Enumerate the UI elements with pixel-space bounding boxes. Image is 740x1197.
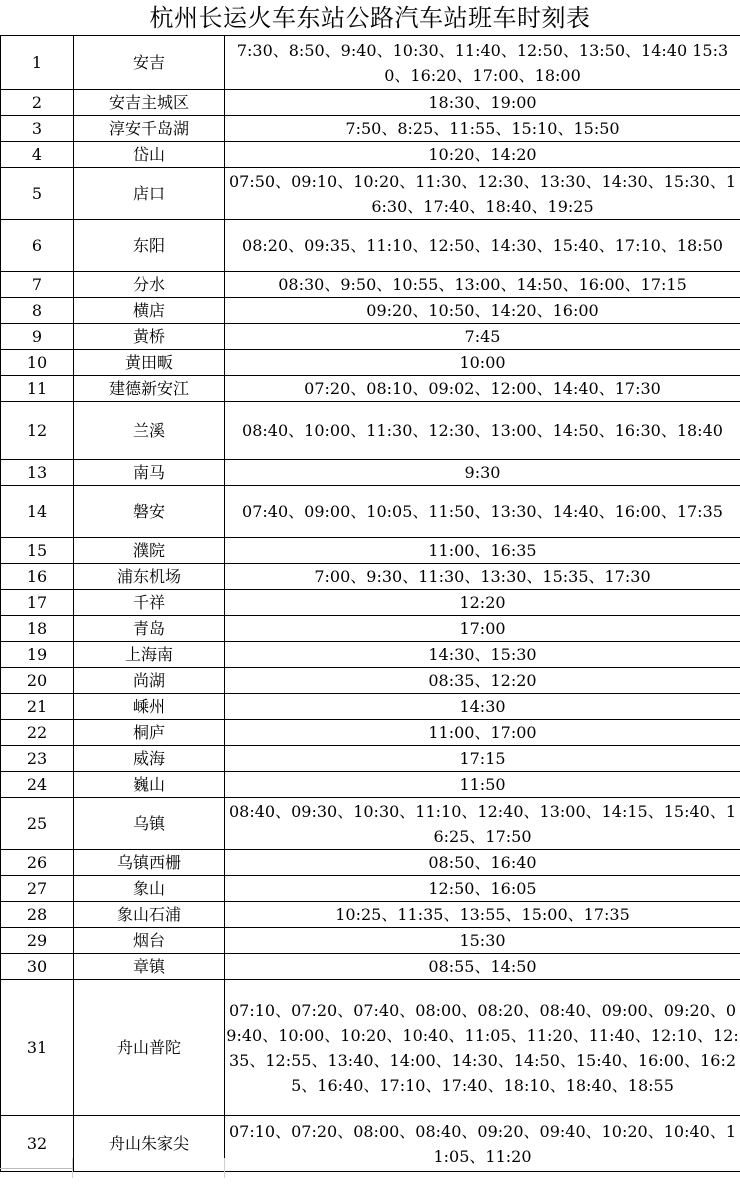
destination: 巍山 <box>74 772 225 798</box>
destination: 磐安 <box>74 486 225 538</box>
table-row <box>1 168 740 220</box>
row-number: 12 <box>1 402 74 460</box>
table-row <box>1 954 740 980</box>
departure-times: 07:10、07:20、07:40、08:00、08:20、08:40、09:00、09:20、09:40、10:00、10:20、10:40、11:05、11:20、11:40、12:10、12:35、12:55、13:40、14:00、14:30、14:50、15:40、16:00、16:25、16:40、17:10、17:40、18:10、18:40、18:55 <box>225 980 740 1116</box>
row-number: 32 <box>1 1116 74 1172</box>
row-number: 30 <box>1 954 74 980</box>
row-number: 7 <box>1 272 74 298</box>
destination: 象山石浦 <box>74 902 225 928</box>
table-row <box>1 980 740 1116</box>
departure-times: 07:40、09:00、10:05、11:50、13:30、14:40、16:00、17:35 <box>225 486 740 538</box>
destination: 烟台 <box>74 928 225 954</box>
destination: 舟山朱家尖 <box>74 1116 225 1172</box>
table-row <box>1 590 740 616</box>
departure-times: 10:00 <box>225 350 740 376</box>
table-row <box>1 350 740 376</box>
row-number: 27 <box>1 876 74 902</box>
destination: 舟山普陀 <box>74 980 225 1116</box>
row-number: 3 <box>1 116 74 142</box>
departure-times: 17:15 <box>225 746 740 772</box>
table-row <box>1 928 740 954</box>
departure-times: 08:30、9:50、10:55、13:00、14:50、16:00、17:15 <box>225 272 740 298</box>
destination: 威海 <box>74 746 225 772</box>
departure-times: 08:40、10:00、11:30、12:30、13:00、14:50、16:30、18:40 <box>225 402 740 460</box>
destination: 南马 <box>74 460 225 486</box>
table-row <box>1 142 740 168</box>
departure-times: 11:00、17:00 <box>225 720 740 746</box>
row-number: 16 <box>1 564 74 590</box>
table-row <box>1 460 740 486</box>
departure-times: 11:00、16:35 <box>225 538 740 564</box>
destination: 黄桥 <box>74 324 225 350</box>
departure-times: 07:20、08:10、09:02、12:00、14:40、17:30 <box>225 376 740 402</box>
table-row <box>1 1116 740 1172</box>
row-number: 18 <box>1 616 74 642</box>
table-row <box>1 642 740 668</box>
row-number: 5 <box>1 168 74 220</box>
destination: 东阳 <box>74 220 225 272</box>
table-row <box>1 220 740 272</box>
row-number: 23 <box>1 746 74 772</box>
destination: 嵊州 <box>74 694 225 720</box>
row-number: 1 <box>1 36 74 90</box>
table-row <box>1 616 740 642</box>
departure-times: 08:20、09:35、11:10、12:50、14:30、15:40、17:10、18:50 <box>225 220 740 272</box>
row-number: 19 <box>1 642 74 668</box>
destination: 岱山 <box>74 142 225 168</box>
departure-times: 9:30 <box>225 460 740 486</box>
schedule-table <box>0 35 740 1172</box>
row-number: 13 <box>1 460 74 486</box>
destination: 分水 <box>74 272 225 298</box>
destination: 章镇 <box>74 954 225 980</box>
departure-times: 11:50 <box>225 772 740 798</box>
destination: 安吉 <box>74 36 225 90</box>
departure-times: 17:00 <box>225 616 740 642</box>
departure-times: 7:45 <box>225 324 740 350</box>
destination: 濮院 <box>74 538 225 564</box>
departure-times: 08:50、16:40 <box>225 850 740 876</box>
destination: 安吉主城区 <box>74 90 225 116</box>
destination: 淳安千岛湖 <box>74 116 225 142</box>
destination: 建德新安江 <box>74 376 225 402</box>
destination: 店口 <box>74 168 225 220</box>
table-row <box>1 564 740 590</box>
footer-divider <box>224 1158 225 1178</box>
destination: 浦东机场 <box>74 564 225 590</box>
departure-times: 7:30、8:50、9:40、10:30、11:40、12:50、13:50、14:40 15:30、16:20、17:00、18:00 <box>225 36 740 90</box>
destination: 青岛 <box>74 616 225 642</box>
table-row <box>1 116 740 142</box>
table-row <box>1 876 740 902</box>
row-number: 9 <box>1 324 74 350</box>
table-row <box>1 376 740 402</box>
row-number: 10 <box>1 350 74 376</box>
row-number: 2 <box>1 90 74 116</box>
departure-times: 7:00、9:30、11:30、13:30、15:35、17:30 <box>225 564 740 590</box>
departure-times: 12:20 <box>225 590 740 616</box>
departure-times: 08:35、12:20 <box>225 668 740 694</box>
row-number: 24 <box>1 772 74 798</box>
row-number: 15 <box>1 538 74 564</box>
departure-times: 10:25、11:35、13:55、15:00、17:35 <box>225 902 740 928</box>
footer-rule <box>0 1168 72 1169</box>
departure-times: 7:50、8:25、11:55、15:10、15:50 <box>225 116 740 142</box>
row-number: 20 <box>1 668 74 694</box>
table-row <box>1 36 740 90</box>
row-number: 6 <box>1 220 74 272</box>
row-number: 4 <box>1 142 74 168</box>
table-row <box>1 538 740 564</box>
table-row <box>1 798 740 850</box>
footer-divider <box>72 1158 73 1178</box>
destination: 横店 <box>74 298 225 324</box>
table-row <box>1 850 740 876</box>
row-number: 8 <box>1 298 74 324</box>
departure-times: 14:30、15:30 <box>225 642 740 668</box>
table-row <box>1 486 740 538</box>
departure-times: 10:20、14:20 <box>225 142 740 168</box>
row-number: 22 <box>1 720 74 746</box>
table-row <box>1 298 740 324</box>
destination: 千祥 <box>74 590 225 616</box>
table-row <box>1 272 740 298</box>
destination: 尚湖 <box>74 668 225 694</box>
departure-times: 08:40、09:30、10:30、11:10、12:40、13:00、14:15、15:40、16:25、17:50 <box>225 798 740 850</box>
table-row <box>1 720 740 746</box>
departure-times: 15:30 <box>225 928 740 954</box>
departure-times: 09:20、10:50、14:20、16:00 <box>225 298 740 324</box>
row-number: 11 <box>1 376 74 402</box>
page-title: 杭州长运火车东站公路汽车站班车时刻表 <box>149 4 591 32</box>
row-number: 14 <box>1 486 74 538</box>
table-row <box>1 90 740 116</box>
destination: 上海南 <box>74 642 225 668</box>
departure-times: 07:50、09:10、10:20、11:30、12:30、13:30、14:30、15:30、16:30、17:40、18:40、19:25 <box>225 168 740 220</box>
row-number: 29 <box>1 928 74 954</box>
departure-times: 14:30 <box>225 694 740 720</box>
departure-times: 12:50、16:05 <box>225 876 740 902</box>
destination: 兰溪 <box>74 402 225 460</box>
schedule-body <box>1 36 740 1172</box>
destination: 乌镇 <box>74 798 225 850</box>
departure-times: 18:30、19:00 <box>225 90 740 116</box>
destination: 黄田畈 <box>74 350 225 376</box>
destination: 桐庐 <box>74 720 225 746</box>
departure-times: 07:10、07:20、08:00、08:40、09:20、09:40、10:20、10:40、11:05、11:20 <box>225 1116 740 1172</box>
table-row <box>1 694 740 720</box>
table-row <box>1 772 740 798</box>
row-number: 26 <box>1 850 74 876</box>
row-number: 21 <box>1 694 74 720</box>
row-number: 28 <box>1 902 74 928</box>
destination: 象山 <box>74 876 225 902</box>
table-row <box>1 324 740 350</box>
row-number: 25 <box>1 798 74 850</box>
destination: 乌镇西栅 <box>74 850 225 876</box>
table-row <box>1 668 740 694</box>
departure-times: 08:55、14:50 <box>225 954 740 980</box>
row-number: 17 <box>1 590 74 616</box>
row-number: 31 <box>1 980 74 1116</box>
table-row <box>1 746 740 772</box>
table-row <box>1 902 740 928</box>
table-row <box>1 402 740 460</box>
